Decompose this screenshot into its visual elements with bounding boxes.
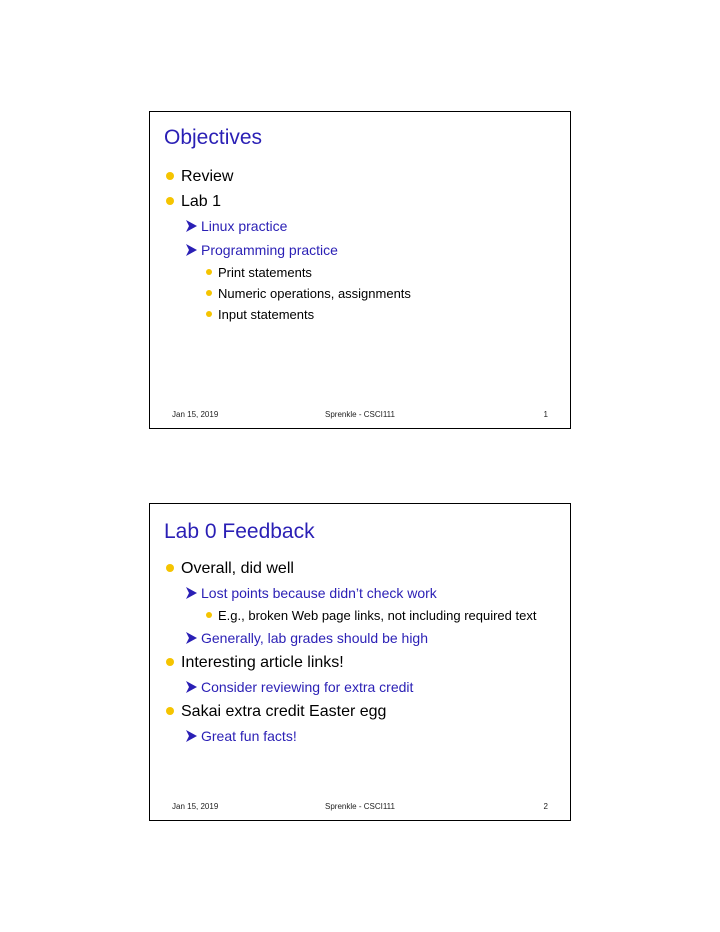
sub-bullet-item: Lost points because didn’t check work xyxy=(164,581,552,605)
slide-title: Objectives xyxy=(164,126,263,149)
bullet-item: Lab 1 xyxy=(164,189,552,214)
footer-date: Jan 15, 2019 xyxy=(172,802,219,811)
bullet-dot-icon xyxy=(206,290,212,296)
slide-footer xyxy=(150,410,570,420)
footer-author: Sprenkle - CSCI111 xyxy=(325,802,395,811)
arrow-bullet-icon xyxy=(184,680,198,694)
sub-bullet-item: Programming practice xyxy=(164,238,552,262)
sub-sub-bullet-item: Input statements xyxy=(164,304,552,325)
slide-2 xyxy=(149,503,571,821)
sub-bullet-item: Generally, lab grades should be high xyxy=(164,626,552,650)
sub-bullet-item: Linux practice xyxy=(164,214,552,238)
bullet-dot-icon xyxy=(166,172,174,180)
footer-author: Sprenkle - CSCI111 xyxy=(325,410,395,419)
sub-sub-bullet-item: Numeric operations, assignments xyxy=(164,283,552,304)
slide-title: Lab 0 Feedback xyxy=(164,520,315,543)
bullet-list xyxy=(164,164,552,325)
bullet-item: Overall, did well xyxy=(164,556,552,581)
sub-bullet-item: Great fun facts! xyxy=(164,724,552,748)
bullet-list xyxy=(164,556,552,748)
sub-sub-bullet-item: Print statements xyxy=(164,262,552,283)
bullet-dot-icon xyxy=(206,269,212,275)
bullet-item: Review xyxy=(164,164,552,189)
arrow-bullet-icon xyxy=(184,586,198,600)
sub-sub-bullet-item: E.g., broken Web page links, not including required text xyxy=(164,605,552,626)
slide-footer xyxy=(150,802,570,812)
arrow-bullet-icon xyxy=(184,729,198,743)
sub-bullet-item: Consider reviewing for extra credit xyxy=(164,675,552,699)
bullet-dot-icon xyxy=(166,707,174,715)
arrow-bullet-icon xyxy=(184,631,198,645)
arrow-bullet-icon xyxy=(184,219,198,233)
bullet-dot-icon xyxy=(206,311,212,317)
bullet-dot-icon xyxy=(166,658,174,666)
bullet-item: Interesting article links! xyxy=(164,650,552,675)
slide-number: 1 xyxy=(543,410,548,419)
slide-number: 2 xyxy=(543,802,548,811)
bullet-dot-icon xyxy=(166,197,174,205)
bullet-dot-icon xyxy=(206,612,212,618)
bullet-dot-icon xyxy=(166,564,174,572)
bullet-item: Sakai extra credit Easter egg xyxy=(164,699,552,724)
arrow-bullet-icon xyxy=(184,243,198,257)
footer-date: Jan 15, 2019 xyxy=(172,410,219,419)
slide-1 xyxy=(149,111,571,429)
